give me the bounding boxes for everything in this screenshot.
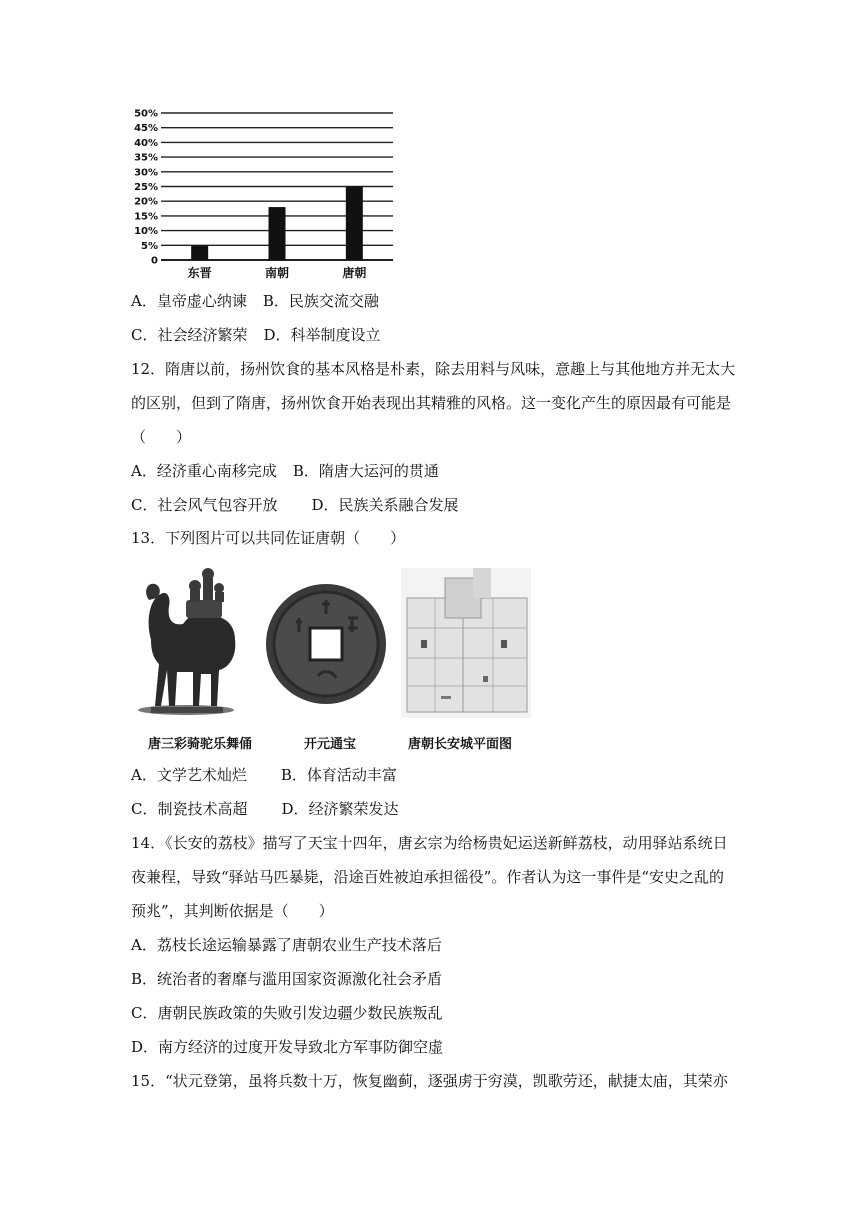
q13-option-c[interactable]: C．制瓷技术高超 — [131, 800, 248, 818]
bar — [191, 245, 208, 260]
y-tick-label: 45% — [134, 123, 158, 135]
chart-bars — [191, 187, 363, 261]
q14-stem-line-1: 14．《长安的荔枝》描写了天宝十四年，唐玄宗为给杨贵妃运送新鲜荔枝，动用驿站系统日 — [131, 834, 728, 852]
q12-stem-line-1: 12．隋唐以前，扬州饮食的基本风格是朴素，除去用料与风味，意趣上与其他地方并无太大 — [131, 360, 736, 378]
chart-y-tick-labels — [134, 109, 158, 267]
q15-stem-line-1: 15．“状元登第，虽将兵数十万，恢复幽蓟，逐强虏于穷漠，凯歌劳还，献捷太庙，其荣亦 — [131, 1072, 728, 1090]
q12-option-b[interactable]: B．隋唐大运河的贯通 — [292, 462, 439, 480]
q11-option-d[interactable]: D．科举制度设立 — [263, 326, 381, 344]
q11-options-row-2 — [131, 325, 381, 345]
q12-option-d[interactable]: D．民族关系融合发展 — [311, 496, 459, 514]
bar — [346, 187, 363, 261]
y-tick-label: 0 — [151, 255, 158, 267]
y-tick-label: 5% — [141, 240, 158, 252]
kaiyuan-coin-image — [266, 584, 386, 704]
chart-category-labels — [188, 265, 367, 280]
q12-options-row-2 — [131, 495, 459, 515]
y-tick-label: 50% — [134, 108, 158, 120]
q12-option-c[interactable]: C．社会风气包容开放 — [131, 496, 278, 514]
q14-option-a[interactable]: A．荔枝长途运输暴露了唐朝农业生产技术落后 — [131, 936, 442, 954]
y-tick-label: 35% — [134, 152, 158, 164]
y-tick-label: 30% — [134, 167, 158, 179]
q13-option-d[interactable]: D．经济繁荣发达 — [281, 800, 399, 818]
bar — [269, 207, 286, 260]
q13-options-row-1 — [131, 765, 397, 785]
q12-stem-line-2: 的区别，但到了隋唐，扬州饮食开始表现出其精雅的风格。这一变化产生的原因最有可能是 — [131, 394, 732, 412]
q13-caption-coin: 开元通宝 — [304, 737, 357, 752]
q14-stem-line-3: 预兆”，其判断依据是（ ） — [131, 902, 334, 920]
q12-option-a[interactable]: A．经济重心南移完成 — [131, 462, 277, 480]
q13-stem: 13．下列图片可以共同佐证唐朝（ ） — [131, 529, 406, 547]
q13-caption-camel: 唐三彩骑驼乐舞俑 — [148, 737, 253, 752]
category-label: 唐朝 — [342, 266, 367, 280]
q11-option-c[interactable]: C．社会经济繁荣 — [131, 326, 248, 344]
q11-option-a[interactable]: A．皇帝虚心纳谏 — [131, 292, 247, 310]
q13-figures — [131, 560, 541, 760]
q11-option-b[interactable]: B．民族交流交融 — [262, 292, 379, 310]
q14-option-b[interactable]: B．统治者的奢靡与滥用国家资源激化社会矛盾 — [131, 970, 443, 988]
y-tick-label: 10% — [134, 226, 158, 238]
q14-stem-line-2: 夜兼程，导致“驿站马匹暴毙，沿途百姓被迫承担徭役”。作者认为这一事件是“安史之乱的 — [131, 868, 725, 886]
q11-options-row-1 — [131, 291, 379, 311]
y-tick-label: 15% — [134, 211, 158, 223]
y-tick-label: 20% — [134, 196, 158, 208]
q14-option-c[interactable]: C．唐朝民族政策的失败引发边疆少数民族叛乱 — [131, 1004, 443, 1022]
q13-options-row-2 — [131, 799, 399, 819]
y-tick-label: 40% — [134, 137, 158, 149]
changan-city-plan-image — [401, 568, 531, 718]
camel-figurine-image — [138, 568, 235, 715]
q12-stem-line-3: （ ） — [131, 428, 192, 446]
q13-option-a[interactable]: A．文学艺术灿烂 — [131, 766, 247, 784]
q13-caption-plan: 唐朝长安城平面图 — [408, 737, 513, 752]
q12-options-row-1 — [131, 461, 439, 481]
bar-chart — [131, 100, 406, 285]
y-tick-label: 25% — [134, 182, 158, 193]
category-label: 东晋 — [187, 266, 212, 280]
q13-option-b[interactable]: B．体育活动丰富 — [280, 766, 397, 784]
category-label: 南朝 — [264, 266, 290, 280]
q14-option-d[interactable]: D．南方经济的过度开发导致北方军事防御空虚 — [131, 1038, 444, 1056]
